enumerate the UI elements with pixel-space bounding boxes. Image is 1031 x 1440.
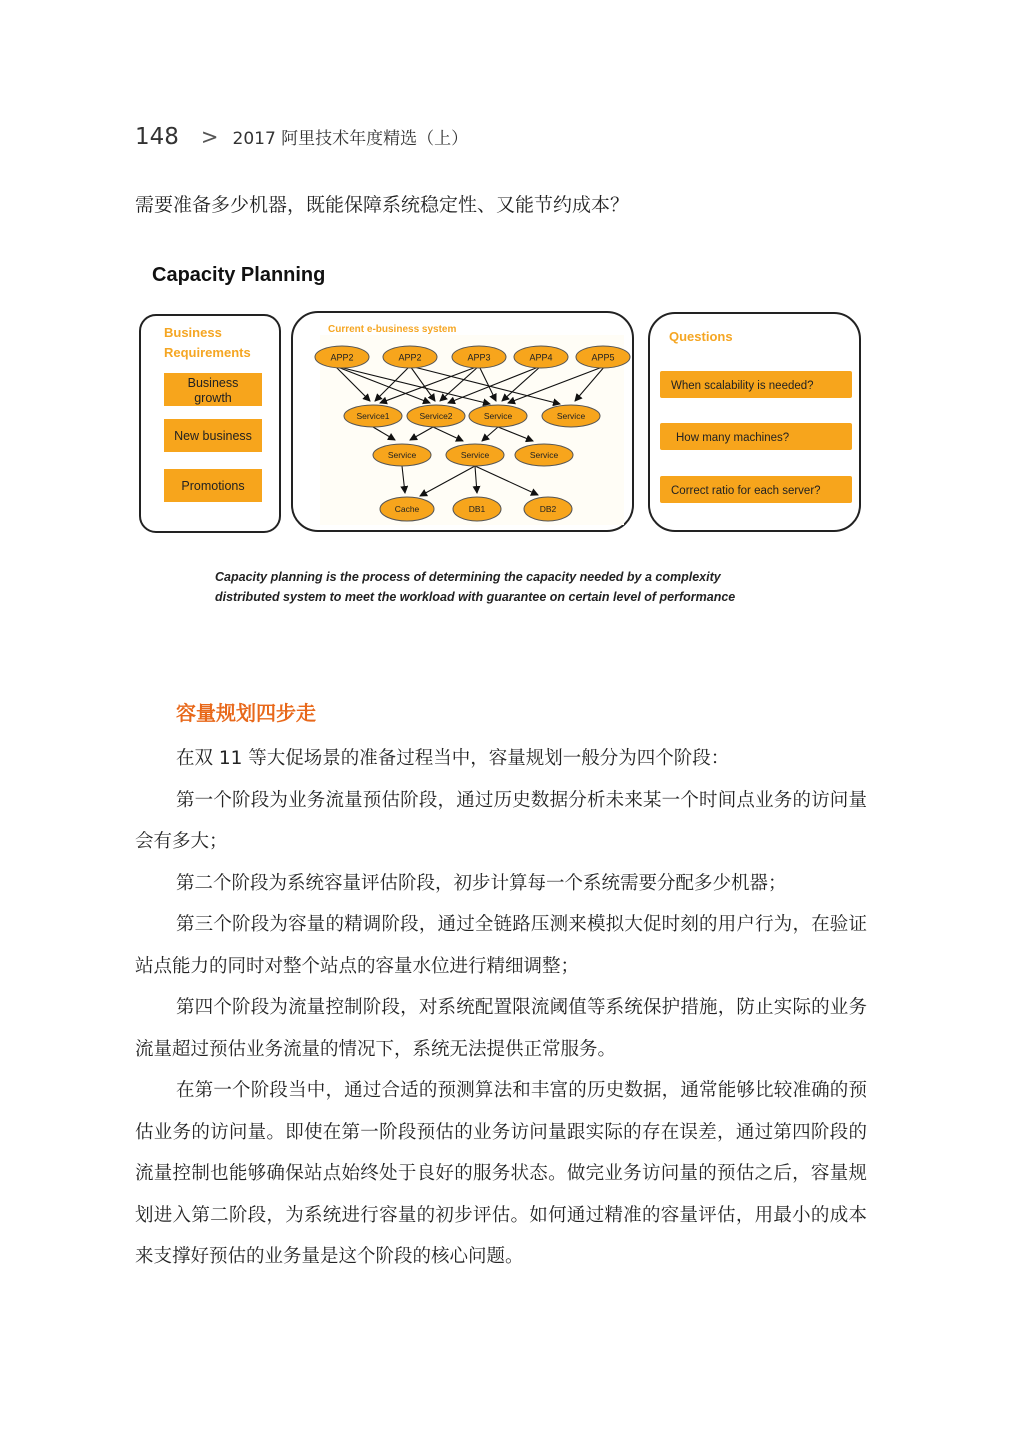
service-label: Service: [483, 411, 513, 421]
figure-caption-line1: Capacity planning is the process of determining the capacity needed by a complexity: [215, 570, 721, 584]
paragraph: 在第一个阶段当中，通过合适的预测算法和丰富的历史数据，通常能够比较准确的预估业务的访问量。即使在第一阶段预估的业务访问量跟实际的存在误差，通过第四阶段的流量控制也能够确保站点始终处于良好的服务状态。做完业务访问量的预估之后，容量规划进入第二阶段，为系统进行容量的初步评估。如何通过精准的容量评估，用最小的成本来支撑好预估的业务量是这个阶段的核心问题。: [135, 1080, 867, 1267]
app-nodes: [315, 346, 630, 368]
storage-nodes: [380, 497, 572, 521]
running-header: [135, 124, 468, 150]
book-title: 2017 阿里技术年度精选（上）: [232, 129, 469, 149]
paragraph: 第二个阶段为系统容量评估阶段，初步计算每一个系统需要分配多少机器；: [176, 872, 787, 894]
body-text: [135, 738, 867, 1278]
capacity-planning-figure: [130, 255, 870, 615]
promotions-label: Promotions: [181, 479, 245, 493]
app-label: APP2: [330, 352, 354, 363]
business-heading-2: Requirements: [164, 345, 251, 360]
paragraph: 第一个阶段为业务流量预估阶段，通过历史数据分析未来某一个时间点业务的访问量会有多大；: [135, 789, 867, 852]
business-heading-1: Business: [164, 325, 222, 340]
app-label: APP5: [591, 352, 615, 363]
figure-caption-line2: distributed system to meet the workload with guarantee on certain level of performance: [215, 590, 736, 604]
service-label: Service1: [356, 411, 390, 421]
paragraph: 第四个阶段为流量控制阶段，对系统配置限流阈值等系统保护措施，防止实际的业务流量超过预估业务流量的情况下，系统无法提供正常服务。: [135, 997, 867, 1060]
paragraph: 在双 11 等大促场景的准备过程当中，容量规划一般分为四个阶段：: [176, 748, 730, 769]
service-nodes-row2: [373, 444, 573, 466]
question-text: How many machines?: [676, 432, 790, 444]
app-label: APP3: [467, 352, 491, 363]
question-text: Correct ratio for each server?: [671, 485, 821, 497]
header-separator: >: [200, 125, 219, 149]
figure-title: Capacity Planning: [152, 264, 326, 286]
business-growth-label-2: growth: [194, 391, 232, 405]
service-label: Service: [387, 450, 417, 460]
new-business-label: New business: [174, 429, 252, 443]
business-growth-label-1: Business: [187, 376, 239, 390]
service-label: Service: [460, 450, 490, 460]
paragraph: 第三个阶段为容量的精调阶段，通过全链路压测来模拟大促时刻的用户行为，在验证站点能力的同时对整个站点的容量水位进行精细调整；: [135, 914, 867, 977]
storage-label: Cache: [394, 504, 420, 514]
storage-label: DB2: [539, 504, 557, 514]
service-label: Service2: [419, 411, 453, 421]
app-label: APP2: [398, 352, 422, 363]
lead-text: 需要准备多少机器，既能保障系统稳定性、又能节约成本？: [135, 194, 630, 216]
system-heading: Current e-business system: [328, 324, 457, 335]
service-label: Service: [529, 450, 559, 460]
section-heading: 容量规划四步走: [176, 701, 316, 725]
app-label: APP4: [529, 352, 553, 363]
questions-heading: Questions: [669, 329, 733, 344]
service-label: Service: [556, 411, 586, 421]
storage-label: DB1: [468, 504, 486, 514]
page-number: 148: [135, 124, 179, 150]
question-text: When scalability is needed?: [671, 380, 814, 392]
